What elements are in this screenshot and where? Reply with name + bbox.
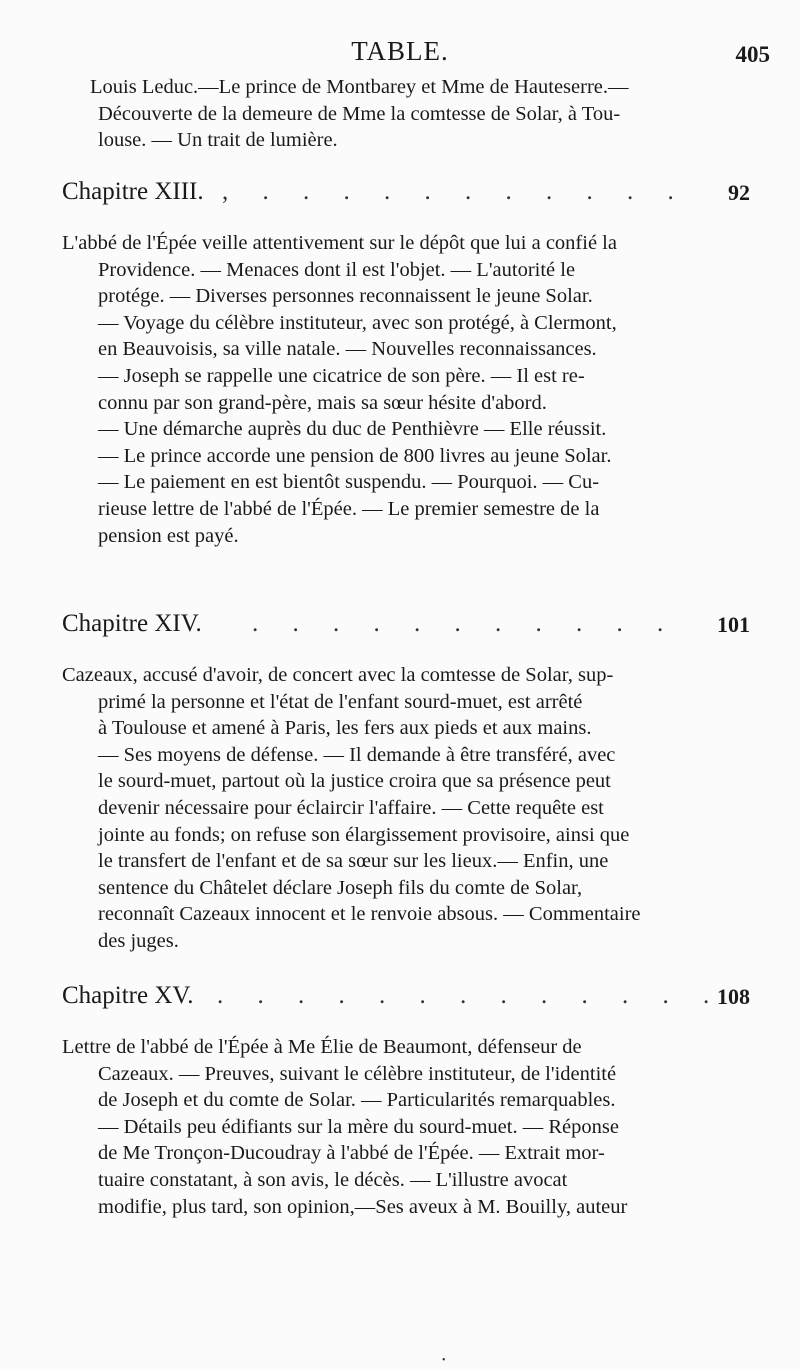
summary-line: Découverte de la demeure de Mme la comtesse de Solar, à Tou- xyxy=(98,102,621,125)
print-mark: • xyxy=(442,1355,446,1366)
summary-line: en Beauvoisis, sa ville natale. — Nouvelles reconnaissances. xyxy=(98,338,597,361)
chapter-page-number: 108 xyxy=(717,984,750,1009)
summary-line: pension est payé. xyxy=(98,524,239,547)
dot-leader: . . . . . . . . . . . xyxy=(252,610,678,637)
summary-line: — Une démarche auprès du duc de Penthièvre — Elle réussit. xyxy=(98,418,607,441)
summary-line: le sourd-muet, partout où la justice croira que sa présence peut xyxy=(98,770,611,793)
summary-line: Providence. — Menaces dont il est l'objet. — L'autorité le xyxy=(98,258,576,281)
summary-line: — Voyage du célèbre instituteur, avec son protégé, à Clermont, xyxy=(98,311,617,334)
running-title: TABLE. xyxy=(351,36,449,66)
summary-line: de Joseph et du comte de Solar. — Particularités remarquables. xyxy=(98,1089,616,1112)
summary-line: de Me Tronçon-Ducoudray à l'abbé de l'Épée. — Extrait mor- xyxy=(98,1142,605,1165)
chapter-summary xyxy=(62,662,750,955)
summary-line: — Le paiement en est bientôt suspendu. — Pourquoi. — Cu- xyxy=(98,471,600,494)
page-header xyxy=(0,36,800,72)
chapter-summary xyxy=(62,1034,750,1220)
chapter-heading xyxy=(62,610,750,644)
summary-line: louse. — Un trait de lumière. xyxy=(98,129,338,151)
summary-line: primé la personne et l'état de l'enfant sourd-muet, est arrêté xyxy=(98,690,583,713)
chapter-heading xyxy=(62,982,750,1016)
summary-line: Louis Leduc.—Le prince de Montbarey et Mme de Hauteserre.— xyxy=(90,76,629,98)
summary-line: rieuse lettre de l'abbé de l'Épée. — Le premier semestre de la xyxy=(98,497,600,520)
chapter-title: Chapitre XIV. xyxy=(62,610,202,637)
summary-line: Lettre de l'abbé de l'Épée à Me Élie de Beaumont, défenseur de xyxy=(62,1036,582,1058)
dot-leader: , . . . . . . . . . . . xyxy=(222,178,688,205)
summary-line: reconnaît Cazeaux innocent et le renvoie absous. — Commentaire xyxy=(98,903,641,926)
summary-line: L'abbé de l'Épée veille attentivement sur le dépôt que lui a confié la xyxy=(62,232,617,254)
summary-line: tuaire constatant, à son avis, le décès. — L'illustre avocat xyxy=(98,1168,568,1191)
summary-line: Cazeaux. — Preuves, suivant le célèbre instituteur, de l'identité xyxy=(98,1062,617,1085)
summary-line: — Détails peu édifiants sur la mère du sourd-muet. — Réponse xyxy=(98,1115,619,1138)
summary-line: sentence du Châtelet déclare Joseph fils du comte de Solar, xyxy=(98,876,583,899)
summary-line: — Le prince accorde une pension de 800 livres au jeune Solar. xyxy=(98,444,612,467)
summary-line: jointe au fonds; on refuse son élargissement provisoire, ainsi que xyxy=(98,823,630,846)
continued-summary xyxy=(62,74,750,154)
summary-line: — Joseph se rappelle une cicatrice de son père. — Il est re- xyxy=(98,364,585,387)
summary-line: — Ses moyens de défense. — Il demande à être transféré, avec xyxy=(98,743,616,766)
chapter-page-number: 101 xyxy=(717,612,750,637)
dot-leader: . . . . . . . . . . . . . xyxy=(217,982,724,1009)
summary-line: des juges. xyxy=(98,929,179,952)
summary-line: Cazeaux, accusé d'avoir, de concert avec la comtesse de Solar, sup- xyxy=(62,664,614,686)
summary-line: connu par son grand-père, mais sa sœur hésite d'abord. xyxy=(98,391,547,414)
chapter-entry-xv xyxy=(62,982,750,1220)
chapter-entry-xiii xyxy=(62,178,750,549)
chapter-title: Chapitre XIII. xyxy=(62,178,204,205)
chapter-entry-xiv xyxy=(62,610,750,955)
summary-line: protége. — Diverses personnes reconnaissent le jeune Solar. xyxy=(98,285,593,308)
chapter-heading xyxy=(62,178,750,212)
chapter-title: Chapitre XV. xyxy=(62,982,194,1009)
summary-line: à Toulouse et amené à Paris, les fers aux pieds et aux mains. xyxy=(98,717,592,740)
page-number: 405 xyxy=(735,42,770,67)
chapter-summary xyxy=(62,230,750,549)
summary-line: devenir nécessaire pour éclaircir l'affaire. — Cette requête est xyxy=(98,796,604,819)
summary-line: modifie, plus tard, son opinion,—Ses aveux à M. Bouilly, auteur xyxy=(98,1195,628,1218)
chapter-page-number: 92 xyxy=(728,180,750,205)
summary-line: le transfert de l'enfant et de sa sœur sur les lieux.— Enfin, une xyxy=(98,850,609,873)
